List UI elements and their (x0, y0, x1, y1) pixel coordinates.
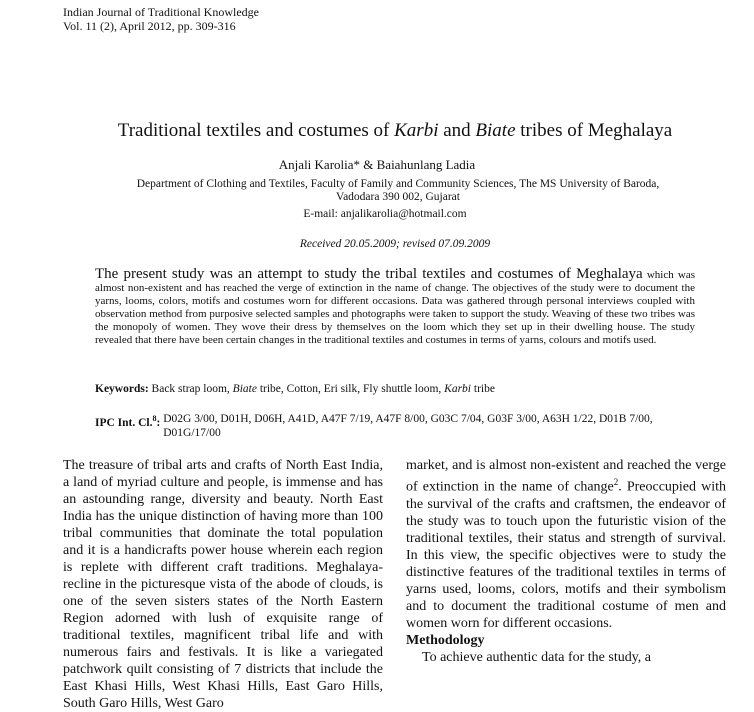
affiliation-line-1: Department of Clothing and Textiles, Faculty of Family and Community Sciences, The MS University of Baroda, (136, 178, 660, 190)
keywords-text-2: tribe, Cotton, Eri silk, Fly shuttle loom, (256, 383, 445, 395)
keywords (95, 383, 695, 395)
affiliation (118, 178, 678, 204)
title-text-and: and (438, 120, 476, 141)
journal-volume: Vol. 11 (2), April 2012, pp. 309-316 (63, 19, 236, 33)
authors: Anjali Karolia* & Baiahunlang Ladia (278, 157, 476, 172)
methodology-heading: Methodology (406, 632, 485, 648)
abstract (95, 268, 695, 347)
ipc-codes: D02G 3/00, D01H, D06H, A41D, A47F 7/19, A47F 8/00, G03C 7/04, G03F 3/00, A63H 1/22, D01B 7/00, D01G/17/00 (163, 413, 653, 439)
intro-paragraph: The treasure of tribal arts and crafts of North East India, a land of myriad culture and people, is immense and has an astounding range, diversity and beauty. North East India has the unique distinction of having more than 100 tribal communities that dominate the total population and it is a handicrafts power house wherein each region is replete with different craft traditions. Meghalaya- recline in the picturesque vista of the abode of clouds, is one of the seven sisters states of the North Eastern Region adorned with lush of exquisite range of traditional textiles, magnificent tribal life and with numerous fairs and festivals. It is like a variegated patchwork quilt consisting of 7 districts that include the East Khasi Hills, West Khasi Hills, East Garo Hills, South Garo Hills, West Garo (63, 458, 383, 711)
title-text-2: tribes of Meghalaya (515, 120, 673, 141)
body-column-left (63, 457, 383, 712)
body-column-right (406, 457, 726, 666)
received-dates: Received 20.05.2009; revised 07.09.2009 (299, 238, 491, 250)
affiliation-line-2: Vadodara 390 002, Gujarat (336, 191, 460, 203)
title-text-1: Traditional textiles and costumes of (117, 120, 395, 141)
keyword-karbi: Karbi (444, 383, 471, 395)
objectives-paragraph: market, and is almost non-existent and reached the verge of extinction in the name of change$^2$. Preoccupied with the survival of the crafts and craftsmen, the endeavor of the study was to touch upon the futuristic vision of the traditional textiles, their status and strength of survival. In this view, the specific objectives were to study the distinctive features of the traditional textiles in terms of yarns used, looms, colors, motifs and their symbolism and to document the traditional costume of men and women worn for different occasions. (406, 458, 726, 631)
title-biate: Biate (475, 120, 516, 141)
journal-name: Indian Journal of Traditional Knowledge (63, 5, 259, 19)
keywords-text-1: Back strap loom, (148, 383, 233, 395)
keywords-text-3: tribe (471, 383, 495, 395)
paper-title (0, 120, 754, 142)
title-karbi: Karbi (394, 120, 439, 141)
abstract-lead: The present study was an attempt to study the tribal textiles and costumes of Meghalaya (95, 266, 643, 282)
ipc-classification (95, 412, 705, 440)
keyword-biate: Biate (232, 383, 257, 395)
author-email: E-mail: anjalikarolia@hotmail.com (303, 208, 467, 220)
abstract-text: which was almost non-existent and has reached the verge of extinction in the name of change. The objectives of the study were to document the yarns, looms, colors, motifs and costumes worn for different occasions. Data was gathered through personal interviews coupled with observation method from purposive selected samples and photographs were taken to support the study. Weaving of these two tribes was the monopoly of women. They wove their dress by themselves on the loom which they set up in their dwelling house. The study revealed that there have been certain changes in the traditional textiles and costumes in terms of yarns, colours and motifs used. (95, 269, 695, 346)
ipc-label: IPC Int. Cl.$^8$: (95, 414, 161, 429)
methodology-text: To achieve authentic data for the study, a (422, 649, 652, 665)
keywords-label: Keywords: (95, 383, 149, 395)
journal-header (63, 5, 259, 33)
